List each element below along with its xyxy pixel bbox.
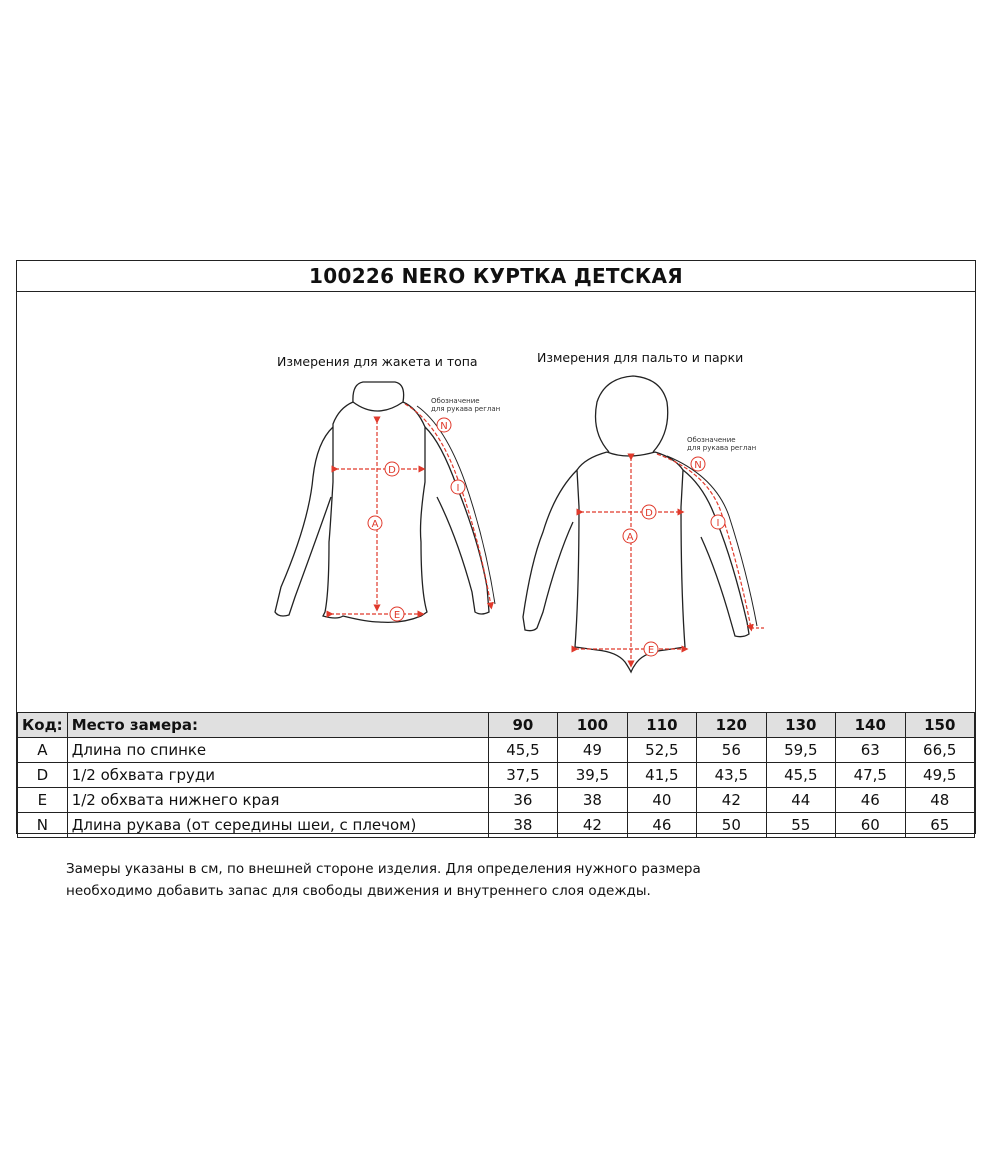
row-value: 46 <box>836 788 905 813</box>
jacket-outline <box>275 382 489 622</box>
header-size: 90 <box>488 713 557 738</box>
size-table <box>17 712 975 838</box>
row-value: 48 <box>905 788 975 813</box>
coat-marker-a: A <box>626 532 634 543</box>
jacket-marker-n: N <box>440 421 448 432</box>
coat-raglan-note-line1: Обозначение <box>687 436 736 444</box>
jacket-raglan-note-line2: для рукава реглан <box>431 405 501 413</box>
page-title: 100226 NERO КУРТКА ДЕТСКАЯ <box>17 261 975 292</box>
row-value: 60 <box>836 813 905 838</box>
row-value: 42 <box>697 788 766 813</box>
header-size: 100 <box>558 713 627 738</box>
jacket-diagram-caption: Измерения для жакета и топа <box>277 354 478 369</box>
row-value: 49,5 <box>905 763 975 788</box>
header-size: 120 <box>697 713 766 738</box>
row-value: 42 <box>558 813 627 838</box>
coat-diagram-caption: Измерения для пальто и парки <box>537 350 744 365</box>
row-code: N <box>18 813 68 838</box>
row-place: 1/2 обхвата нижнего края <box>67 788 488 813</box>
header-size: 110 <box>627 713 696 738</box>
coat-marker-n: N <box>694 460 702 471</box>
row-value: 37,5 <box>488 763 557 788</box>
header-place: Место замера: <box>67 713 488 738</box>
jacket-marker-a: A <box>371 519 379 530</box>
row-value: 52,5 <box>627 738 696 763</box>
row-value: 39,5 <box>558 763 627 788</box>
row-code: E <box>18 788 68 813</box>
row-value: 63 <box>836 738 905 763</box>
table-header-row <box>18 713 975 738</box>
row-value: 59,5 <box>766 738 835 763</box>
row-value: 45,5 <box>766 763 835 788</box>
size-chart-sheet <box>16 260 976 834</box>
row-value: 38 <box>488 813 557 838</box>
table-row <box>18 813 975 838</box>
row-value: 41,5 <box>627 763 696 788</box>
row-value: 47,5 <box>836 763 905 788</box>
table-row <box>18 788 975 813</box>
row-value: 56 <box>697 738 766 763</box>
coat-marker-d: D <box>645 508 653 519</box>
row-place: Длина рукава (от середины шеи, с плечом) <box>67 813 488 838</box>
header-code: Код: <box>18 713 68 738</box>
measurement-note-line1: Замеры указаны в см, по внешней стороне изделия. Для определения нужного размера <box>66 861 701 877</box>
header-size: 130 <box>766 713 835 738</box>
row-value: 46 <box>627 813 696 838</box>
row-value: 45,5 <box>488 738 557 763</box>
table-row <box>18 738 975 763</box>
row-value: 49 <box>558 738 627 763</box>
row-value: 38 <box>558 788 627 813</box>
jacket-marker-i: I <box>456 483 460 494</box>
row-value: 43,5 <box>697 763 766 788</box>
garment-diagrams <box>17 292 977 712</box>
coat-raglan-note-line2: для рукава реглан <box>687 444 757 452</box>
jacket-measurements <box>330 404 495 614</box>
measurement-note <box>66 858 766 902</box>
header-size: 150 <box>905 713 975 738</box>
coat-marker-i: I <box>716 518 720 529</box>
jacket-marker-d: D <box>388 465 396 476</box>
row-place: Длина по спинке <box>67 738 488 763</box>
jacket-raglan-note-line1: Обозначение <box>431 397 480 405</box>
row-code: A <box>18 738 68 763</box>
measurement-note-line2: необходимо добавить запас для свободы движения и внутреннего слоя одежды. <box>66 883 651 899</box>
row-value: 40 <box>627 788 696 813</box>
row-value: 36 <box>488 788 557 813</box>
row-code: D <box>18 763 68 788</box>
row-place: 1/2 обхвата груди <box>67 763 488 788</box>
row-value: 44 <box>766 788 835 813</box>
table-row <box>18 763 975 788</box>
diagram-area <box>17 292 975 712</box>
coat-marker-e: E <box>647 645 655 656</box>
jacket-marker-e: E <box>393 610 401 621</box>
row-value: 65 <box>905 813 975 838</box>
row-value: 50 <box>697 813 766 838</box>
coat-measurements <box>575 454 765 664</box>
header-size: 140 <box>836 713 905 738</box>
row-value: 55 <box>766 813 835 838</box>
row-value: 66,5 <box>905 738 975 763</box>
